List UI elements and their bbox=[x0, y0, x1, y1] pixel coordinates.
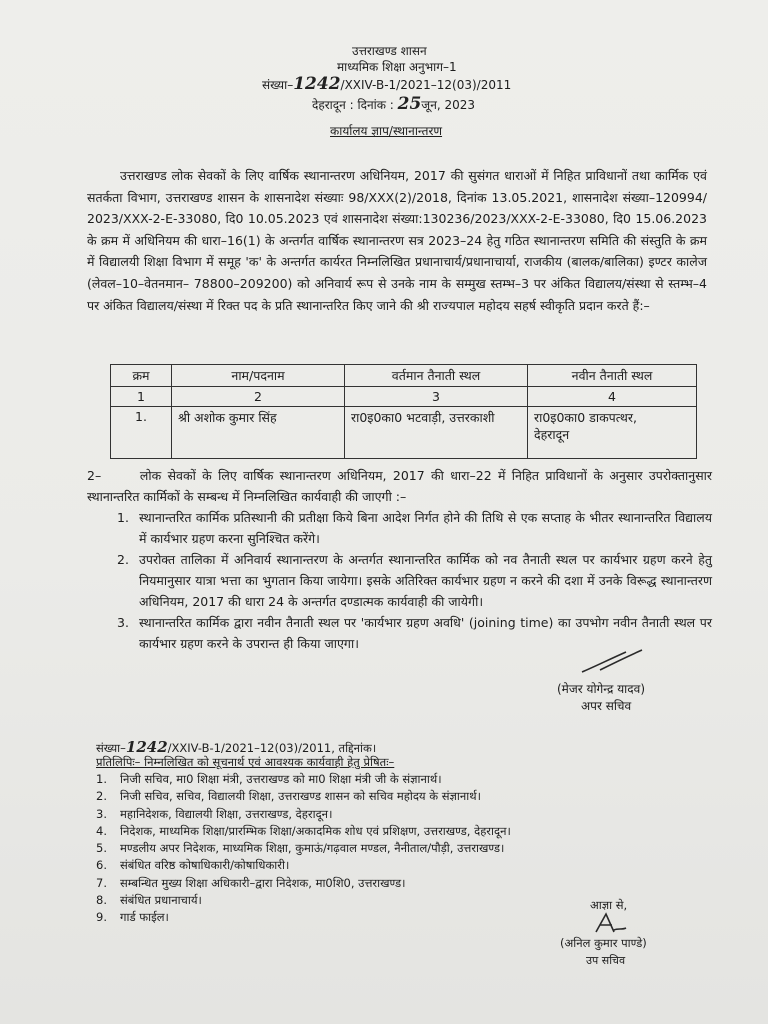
signatory-2-designation: उप सचिव bbox=[586, 954, 626, 967]
list-item bbox=[96, 788, 656, 805]
document-title: कार्यालय ज्ञाप/स्थानान्तरण bbox=[330, 124, 443, 138]
list-item bbox=[96, 892, 656, 909]
col-number: 3 bbox=[345, 387, 528, 407]
col-header-name: नाम/पदनाम bbox=[172, 365, 345, 387]
point-number: 2. bbox=[117, 552, 129, 567]
action-point bbox=[87, 507, 712, 549]
signatory-1-designation: अपर सचिव bbox=[581, 699, 632, 713]
point-text: स्थानान्तरित कार्मिक द्वारा नवीन तैनाती स्थल पर 'कार्यभार ग्रहण अवधि' (joining time) का उपभोग नवीन तैनाती स्थल पर कार्यभार ग्रहण करने के उपरान्त ही किया जाएगा। bbox=[139, 615, 712, 651]
item-number: 1. bbox=[96, 772, 107, 786]
col-header-current: वर्तमान तैनाती स्थल bbox=[345, 365, 528, 387]
government-name: उत्तराखण्ड शासन bbox=[352, 44, 427, 58]
list-item bbox=[96, 875, 656, 892]
copy-reference-line bbox=[96, 738, 376, 756]
section-2 bbox=[87, 465, 712, 654]
item-number: 6. bbox=[96, 858, 107, 873]
section-2-lead-block bbox=[87, 465, 712, 507]
item-text: महानिदेशक, विद्यालयी शिक्षा, उत्तराखण्ड, देहरादून। bbox=[120, 806, 333, 821]
handwritten-date-day: 25 bbox=[397, 94, 422, 114]
item-number: 2. bbox=[96, 789, 107, 804]
col-number: 4 bbox=[528, 387, 697, 407]
item-number: 5. bbox=[96, 841, 107, 856]
signatory-1-name: (मेजर योगेन्द्र यादव) bbox=[557, 682, 645, 696]
list-item bbox=[96, 771, 656, 788]
table-colnum-row bbox=[111, 387, 697, 407]
place-date-label: देहरादून : दिनांक : bbox=[312, 98, 394, 112]
item-text: संबंधित प्रधानाचार्य। bbox=[120, 893, 202, 908]
item-text: गार्ड फाईल। bbox=[120, 910, 169, 925]
list-item bbox=[96, 857, 656, 874]
item-text: सम्बन्धित मुख्य शिक्षा अधिकारी–द्वारा निदेशक, मा0शि0, उत्तराखण्ड। bbox=[120, 875, 406, 890]
copy-heading: प्रतिलिपिः– निम्नलिखित को सूचनार्थ एवं आवश्यक कार्यवाही हेतु प्रेषितः– bbox=[96, 755, 395, 769]
new-posting-line2: देहरादून bbox=[534, 427, 570, 442]
item-text: मण्डलीय अपर निदेशक, माध्यमिक शिक्षा, कुमाऊं/गढ़वाल मण्डल, नैनीताल/पौड़ी, उत्तराखण्ड। bbox=[120, 841, 505, 856]
col-header-sno: क्रम bbox=[111, 365, 172, 387]
place-date-line bbox=[312, 94, 475, 114]
table-header-row bbox=[111, 365, 697, 387]
list-item bbox=[96, 823, 656, 840]
item-number: 9. bbox=[96, 910, 107, 925]
ref-suffix: /XXIV-B-1/2021–12(03)/2011 bbox=[340, 78, 512, 92]
col-header-new: नवीन तैनाती स्थल bbox=[528, 365, 697, 387]
point-number: 1. bbox=[117, 510, 129, 525]
intro-paragraph bbox=[87, 165, 707, 316]
list-item bbox=[96, 806, 656, 823]
copy-ref-label: संख्या– bbox=[96, 741, 126, 755]
row-name: श्री अशोक कुमार सिंह bbox=[172, 407, 345, 459]
action-point bbox=[87, 549, 712, 612]
list-item bbox=[96, 909, 656, 926]
list-item bbox=[96, 840, 656, 857]
item-text: निजी सचिव, सचिव, विद्यालयी शिक्षा, उत्तराखण्ड शासन को सचिव महोदय के संज्ञानार्थ। bbox=[120, 789, 481, 804]
new-posting-line1: रा0इ0का0 डाकपत्थर, bbox=[534, 410, 637, 425]
row-current-posting: रा0इ0का0 भटवाड़ी, उत्तरकाशी bbox=[345, 407, 528, 459]
copy-ref-suffix: /XXIV-B-1/2021–12(03)/2011, तद्दिनांक। bbox=[167, 741, 377, 755]
signature-mark bbox=[578, 646, 648, 676]
point-number: 3. bbox=[117, 615, 129, 630]
section-2-lead: लोक सेवकों के लिए वार्षिक स्थानान्तरण अधिनियम, 2017 की धारा–22 में निहित प्राविधानों के अनुसार उपरोक्तानुसार स्थानान्तरित कार्मिकों के सम्बन्ध में निम्नलिखित कार्यवाही की जाएगी :– bbox=[87, 468, 713, 504]
copy-list bbox=[96, 771, 656, 927]
signatory-2-name: (अनिल कुमार पाण्डे) bbox=[560, 936, 647, 950]
col-number: 1 bbox=[111, 387, 172, 407]
section-name: माध्यमिक शिक्षा अनुभाग–1 bbox=[337, 60, 457, 74]
col-number: 2 bbox=[172, 387, 345, 407]
item-number: 7. bbox=[96, 875, 107, 890]
handwritten-ref-number: 1242 bbox=[293, 74, 341, 94]
action-points-list bbox=[87, 507, 712, 654]
signature-mark bbox=[590, 910, 630, 936]
transfer-table bbox=[110, 364, 697, 459]
item-number: 4. bbox=[96, 823, 107, 838]
point-text: उपरोक्त तालिका में अनिवार्य स्थानान्तरण के अन्तर्गत स्थानान्तरित कार्मिक को नव तैनाती स्थल पर कार्यभार ग्रहण करने हेतु नियमानुसार यात्रा भत्ता का भुगतान किया जायेगा। इसके अतिरिक्त कार्यभार ग्रहण न करने की दशा में उनके विरूद्ध स्थानान्तरण अधिनियम, 2017 की धारा 24 के अन्तर्गत दण्डात्मक कार्यवाही की जायेगी। bbox=[139, 552, 712, 609]
date-month-year: जून, 2023 bbox=[421, 98, 476, 112]
reference-line bbox=[262, 74, 511, 94]
intro-text: उत्तराखण्ड लोक सेवकों के लिए वार्षिक स्थानान्तरण अधिनियम, 2017 की सुसंगत धाराओं में निहित प्राविधानों तथा कार्मिक एवं सतर्कता विभाग, उत्तराखण्ड शासन के शासनादेश संख्याः 98/XXX(2)/2018, दिनांक 13.05.2021, शासनादेश संख्या–120994/ 2023/XXX-2-E-33080, दि0 10.05.2023 एवं शासनादेश संख्या:130236/2023/XXX-2-E-33080, दि0 15.06.2023 के क्रम में अधिनियम की धारा–16(1) के अन्तर्गत वार्षिक स्थानान्तरण सत्र 2023–24 हेतु गठित स्थानान्तरण समिति की संस्तुति के क्रम में विद्यालयी शिक्षा विभाग में समूह 'क' के अन्तर्गत कार्यरत निम्नलिखित प्रधानाचार्य/प्रधानाचार्या, राजकीय (बालक/बालिका) इण्टर कालेज (लेवल–10–वेतनमान– 78800–209200) को अनिवार्य रूप से उनके नाम के सम्मुख स्तम्भ–3 पर अंकित विद्यालय/संस्था से स्तम्भ–4 पर अंकित विद्यालय/संस्था में रिक्त पद के प्रति स्थानान्तरित किए जाने की श्री राज्यपाल महोदय सहर्ष स्वीकृति प्रदान करते हैं:– bbox=[87, 168, 707, 313]
item-number: 8. bbox=[96, 893, 107, 908]
item-text: संबंधित वरिष्ठ कोषाधिकारी/कोषाधिकारी। bbox=[120, 858, 290, 873]
point-text: स्थानान्तरित कार्मिक प्रतिस्थानी की प्रतीक्षा किये बिना आदेश निर्गत होने की तिथि से एक सप्ताह के भीतर स्थानान्तरित विद्यालय में कार्यभार ग्रहण करना सुनिश्चित करेंगे। bbox=[139, 510, 712, 546]
handwritten-copy-ref-number: 1242 bbox=[125, 738, 168, 756]
item-text: निजी सचिव, मा0 शिक्षा मंत्री, उत्तराखण्ड को मा0 शिक्षा मंत्री जी के संज्ञानार्थ। bbox=[120, 772, 442, 786]
row-sno: 1. bbox=[111, 407, 172, 459]
item-number: 3. bbox=[96, 806, 107, 821]
ref-label: संख्या– bbox=[262, 78, 294, 92]
table-row bbox=[111, 407, 697, 459]
item-text: निदेशक, माध्यमिक शिक्षा/प्रारम्भिक शिक्षा/अकादमिक शोध एवं प्रशिक्षण, उत्तराखण्ड, देहरादून। bbox=[120, 823, 511, 838]
order-note: आज्ञा से, bbox=[590, 898, 628, 912]
row-new-posting bbox=[528, 407, 697, 459]
section-2-number: 2– bbox=[87, 468, 102, 483]
